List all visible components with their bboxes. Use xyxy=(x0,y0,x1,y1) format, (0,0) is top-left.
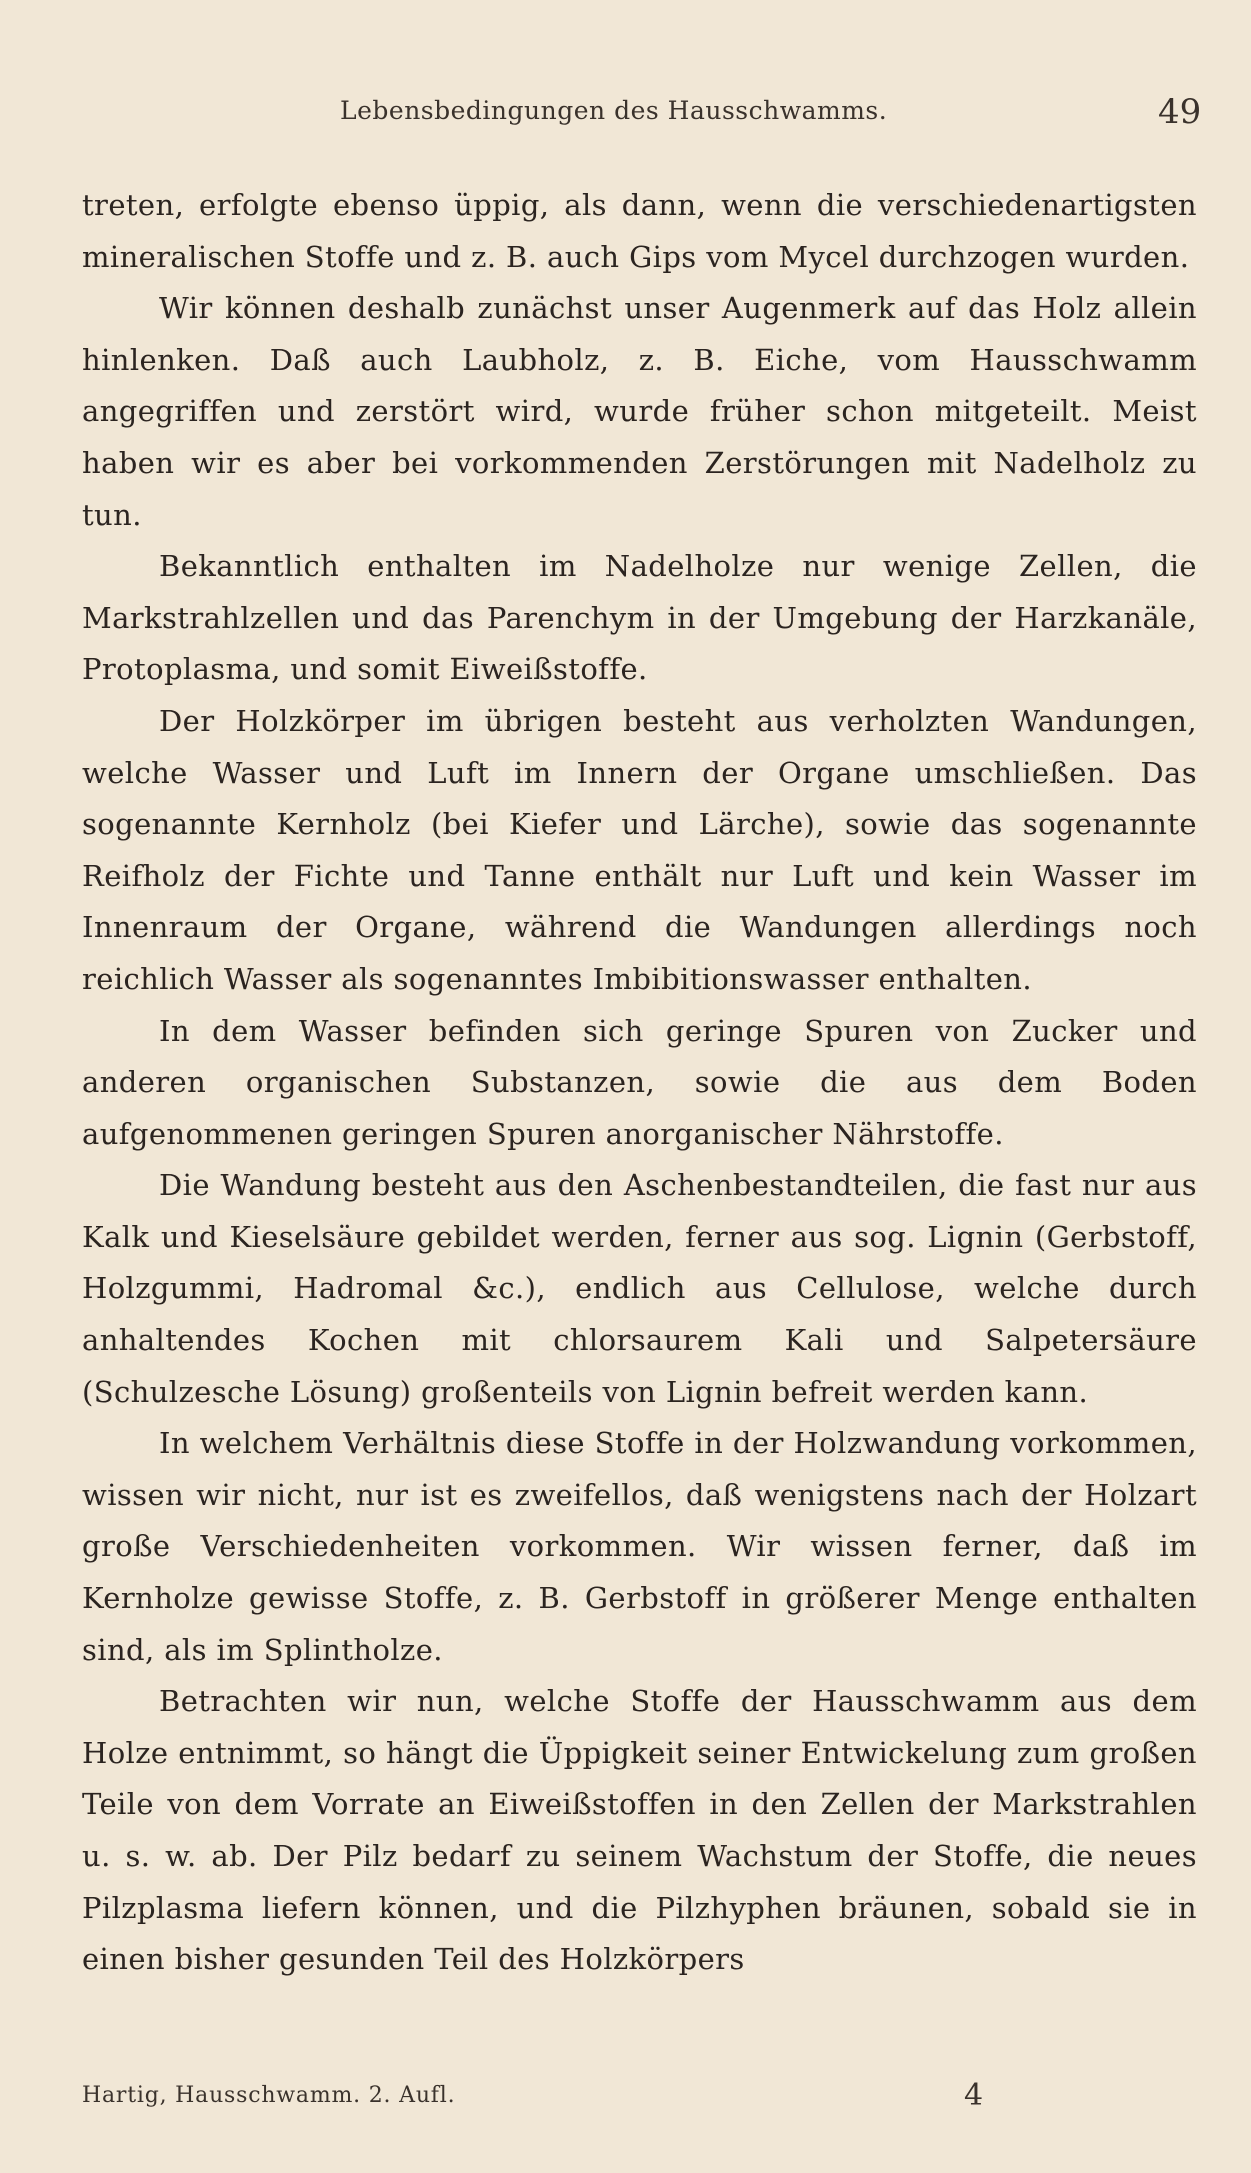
paragraph: Der Holzkörper im übrigen besteht aus verholzten Wandungen, welche Wasser und Luft im Innern der Organe umschließen. Das sogenannte Kernholz (bei Kiefer und Lärche), sowie das sogenannte Reifholz der Fichte und Tanne enthält nur Luft und kein Wasser im Innenraum der Organe, während die Wandungen allerdings noch reichlich Wasser als sogenanntes Imbibitionswasser enthalten. xyxy=(82,703,1197,996)
running-title: Lebensbedingungen des Hausschwamms. xyxy=(340,96,888,125)
paragraph: Die Wandung besteht aus den Aschenbestandteilen, die fast nur aus Kalk und Kieselsäure gebildet werden, ferner aus sog. Lignin (Gerbstoff, Holzgummi, Hadromal &c.), endlich aus Cellulose, welche durch anhaltendes Kochen mit chlorsaurem Kali und Salpetersäure (Schulzesche Lösung) großenteils von Lignin befreit werden kann. xyxy=(82,1168,1197,1409)
paragraph: In dem Wasser befinden sich geringe Spuren von Zucker und anderen organischen Substanzen, sowie die aus dem Boden aufgenommenen geringen Spuren anorganischer Nährstoffe. xyxy=(82,1013,1197,1151)
paragraph: Betrachten wir nun, welche Stoffe der Hausschwamm aus dem Holze entnimmt, so hängt die Üppigkeit seiner Entwickelung zum großen Teile von dem Vorrate an Eiweißstoffen in den Zellen der Markstrahlen u. s. w. ab. Der Pilz bedarf zu seinem Wachstum der Stoffe, die neues Pilzplasma liefern können, und die Pilzhyphen bräunen, sobald sie in einen bisher gesunden Teil des Holzkörpers xyxy=(82,1684,1197,1977)
footer-signature: Hartig, Hausschwamm. 2. Aufl. xyxy=(82,2083,456,2108)
page-number: 49 xyxy=(1158,92,1202,132)
paragraph: In welchem Verhältnis diese Stoffe in der Holzwandung vorkommen, wissen wir nicht, nur ist es zweifellos, daß wenigstens nach der Holzart große Verschiedenheiten vorkommen. Wir wissen ferner, daß im Kernholze gewisse Stoffe, z. B. Gerbstoff in größerer Menge enthalten sind, als im Splintholze. xyxy=(82,1426,1197,1667)
paragraph: Wir können deshalb zunächst unser Augenmerk auf das Holz allein hinlenken. Daß auch Laubholz, z. B. Eiche, vom Hausschwamm angegriffen und zerstört wird, wurde früher schon mitgeteilt. Meist haben wir es aber bei vorkommenden Zerstörungen mit Nadelholz zu tun. xyxy=(82,291,1197,532)
paragraph: treten, erfolgte ebenso üppig, als dann, wenn die verschiedenartigsten mineralischen Stoffe und z. B. auch Gips vom Mycel durchzogen wurden. xyxy=(82,188,1197,274)
body-text xyxy=(82,180,1197,1986)
paragraph: Bekanntlich enthalten im Nadelholze nur wenige Zellen, die Markstrahlzellen und das Parenchym in der Umgebung der Harzkanäle, Protoplasma, und somit Eiweißstoffe. xyxy=(82,549,1197,687)
sheet-number: 4 xyxy=(964,2078,984,2113)
